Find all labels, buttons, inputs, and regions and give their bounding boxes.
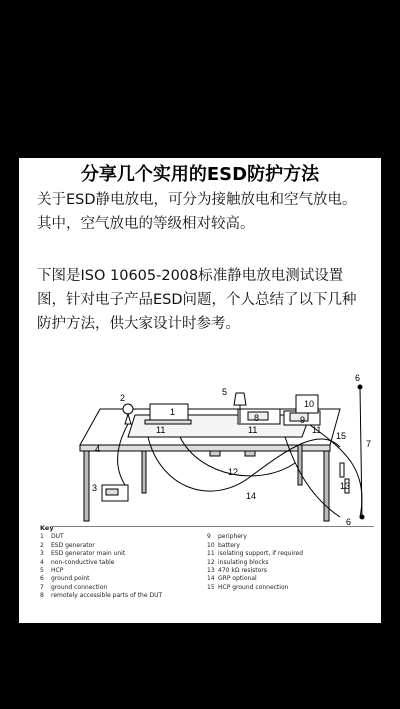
key-text: ground connection (51, 583, 108, 591)
key-column-right (207, 533, 374, 600)
callout-15: 15 (336, 431, 347, 441)
key-column-left (40, 533, 207, 600)
key-number: 14 (207, 575, 215, 583)
key-number: 10 (207, 541, 215, 549)
callout-14: 14 (246, 491, 257, 501)
key-text: HCP ground connection (218, 583, 289, 591)
callout-11-right: 11 (312, 425, 322, 435)
key-text: insulating blocks (218, 558, 269, 566)
key-number: 11 (207, 550, 215, 558)
key-number: 2 (40, 541, 44, 549)
key-text: isolating support, if required (218, 550, 304, 558)
callout-11-left: 11 (156, 425, 166, 435)
key-number: 3 (40, 550, 44, 558)
key-text: ESD generator main unit (51, 550, 126, 558)
ground-connection (360, 387, 362, 517)
table-leg (298, 445, 302, 485)
key-number: 13 (207, 567, 215, 575)
key-number: 6 (40, 575, 44, 583)
callout-12: 12 (228, 467, 239, 477)
key-number: 15 (207, 583, 215, 591)
key-item (40, 559, 207, 567)
key-text: GRP optional (218, 575, 257, 583)
callout-6-top: 6 (355, 373, 361, 383)
callout-10: 10 (304, 399, 315, 409)
key-number: 4 (40, 558, 44, 566)
callout-4: 4 (95, 444, 101, 454)
key-number: 7 (40, 583, 44, 591)
summary-paragraph: 下图是ISO 10605-2008标准静电放电测试设置图，针对电子产品ESD问题，个人总结了以下几种防护方法，供大家设计时参考。 (37, 268, 357, 332)
ground-point (358, 385, 362, 389)
key-title: Key (40, 524, 54, 532)
key-item (207, 550, 374, 558)
key-item (207, 575, 374, 583)
article-card (19, 158, 381, 623)
callout-1: 1 (170, 407, 176, 417)
key-item (40, 550, 207, 558)
key-item (207, 559, 374, 567)
diagram-key (40, 524, 374, 601)
insulating-block (245, 451, 255, 456)
callout-6-bottom: 6 (346, 517, 352, 527)
key-text: non-conductive table (51, 558, 115, 566)
key-text: 470 kΩ resistors (218, 567, 267, 575)
callout-11-mid: 11 (248, 425, 258, 435)
callout-2: 2 (120, 393, 126, 403)
key-item (207, 584, 374, 592)
insulating-block (210, 451, 220, 456)
callout-7: 7 (366, 439, 372, 449)
callout-9: 9 (300, 415, 306, 425)
dut-box (150, 404, 188, 421)
esd-gun (234, 393, 246, 405)
key-item (207, 533, 374, 541)
key-text: battery (218, 541, 240, 549)
key-item (40, 584, 207, 592)
key-text: DUT (51, 533, 64, 541)
callout-5: 5 (222, 387, 228, 397)
key-item (40, 575, 207, 583)
key-item (40, 592, 207, 600)
esd-test-setup-diagram (40, 367, 374, 527)
key-text: ground point (51, 575, 90, 583)
callout-13: 13 (340, 481, 351, 491)
callout-8: 8 (254, 413, 260, 423)
key-number: 5 (40, 567, 44, 575)
article-title: 分享几个实用的ESD防护方法 (80, 164, 320, 185)
key-text: remotely accessible parts of the DUT (51, 592, 163, 600)
key-text: HCP (51, 567, 64, 575)
key-item (207, 542, 374, 550)
intro-paragraph: 关于ESD静电放电，可分为接触放电和空气放电。其中，空气放电的等级相对较高。 (37, 192, 357, 232)
key-item (207, 567, 374, 575)
key-number: 1 (40, 533, 44, 541)
key-number: 8 (40, 592, 44, 600)
key-text: periphery (218, 533, 247, 541)
table-leg (84, 451, 89, 521)
resistor (340, 463, 344, 477)
table-leg (142, 451, 146, 493)
key-number: 12 (207, 558, 215, 566)
callout-3: 3 (92, 483, 98, 493)
key-item (40, 533, 207, 541)
key-item (40, 567, 207, 575)
key-text: ESD generator (51, 541, 95, 549)
key-number: 9 (207, 533, 211, 541)
ground-point (360, 515, 364, 519)
key-item (40, 542, 207, 550)
table-leg (324, 451, 329, 521)
